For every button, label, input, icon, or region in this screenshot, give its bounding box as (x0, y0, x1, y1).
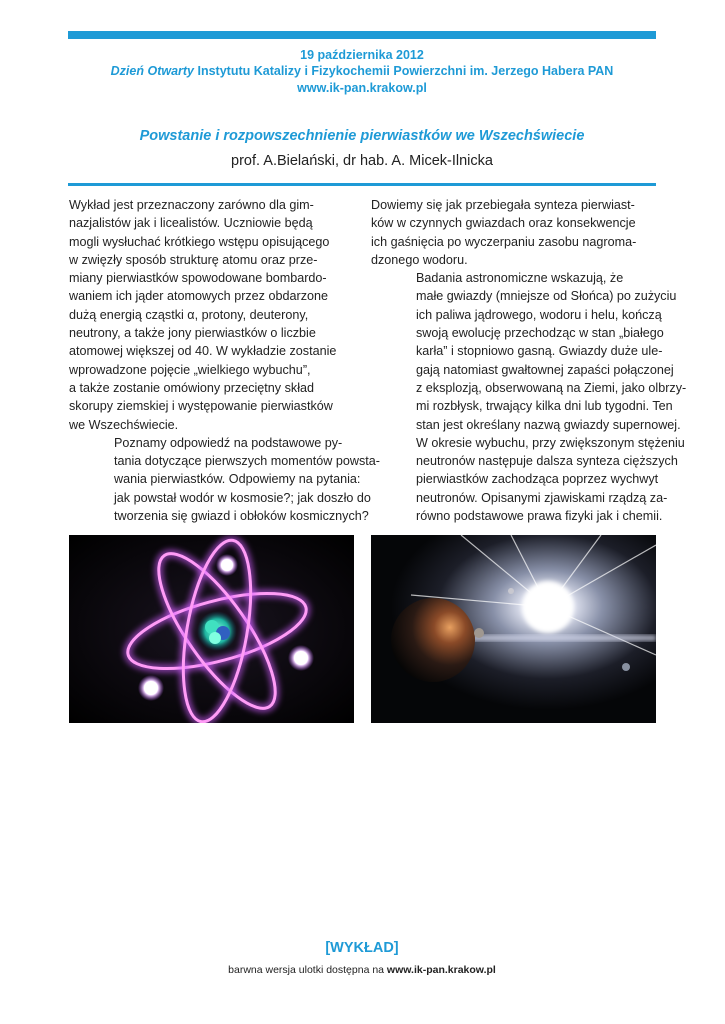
footer-website-link[interactable]: www.ik-pan.krakow.pl (386, 964, 496, 976)
text-line: Wykład jest przeznaczony zarówno dla gim- (69, 198, 314, 212)
event-name-rest: Instytutu Katalizy i Fizykochemii Powierzchni im. Jerzego Habera PAN (194, 64, 614, 78)
text-line: wprowadzone pojęcie „wielkiego wybuchu”, (69, 362, 311, 377)
text-line: nazjalistów jak i licealistów. Uczniowie będą (69, 216, 313, 231)
text-line: mogli wysłuchać krótkiego wstępu opisującego (69, 234, 330, 249)
text-line: ich gaśnięcia po wyczerpaniu zasobu nagroma- (371, 234, 637, 249)
text-line: równo podstawowe prawa fizyki jak i chemii. (416, 509, 663, 524)
header-website-link[interactable]: www.ik-pan.krakow.pl (297, 81, 427, 95)
top-accent-bar (68, 31, 656, 39)
footer-note (68, 964, 656, 976)
text-line: pierwiastków zachodząca poprzez wychwyt (416, 472, 659, 487)
text-line: miany pierwiastków spowodowane bombardo- (69, 271, 327, 286)
text-line: dzonego wodoru. (371, 252, 468, 267)
text-line: z eksplozją, obserwowaną na Ziemi, jako olbrzy- (416, 380, 687, 395)
lecture-tag: [WYKŁAD] (325, 940, 399, 956)
article-authors: prof. A.Bielański, dr hab. A. Micek-Ilnicka (231, 153, 493, 169)
text-line: gają natomiast gwałtownej zapaści połączonej (416, 362, 674, 377)
paragraph (371, 196, 661, 269)
glowing-atom-image (69, 535, 354, 723)
text-line: karła” i stopniowo gasną. Gwiazdy duże ule- (416, 344, 663, 359)
text-line: w zwięzły sposób strukturę atomu oraz prze- (69, 252, 318, 267)
text-line: neutronów następuje dalsza synteza cięższych (416, 454, 678, 469)
text-line: stan jest określany nazwą gwiazdy supernowej. (416, 417, 681, 432)
paragraph (69, 196, 359, 434)
text-line: Dowiemy się jak przebiegała synteza pierwiast- (371, 198, 635, 212)
text-line: we Wszechświecie. (69, 417, 179, 432)
text-line: waniem ich jąder atomowych przez obdarzone (69, 289, 329, 304)
left-text-column (69, 196, 380, 525)
text-line: mi rozbłysk, trwający kilka dni lub tygodni. Ten (416, 399, 673, 414)
text-line: skorupy ziemskiej i występowanie pierwiastków (69, 399, 333, 414)
text-line: neutronów. Opisanymi zjawiskami rządzą za- (416, 490, 668, 505)
section-divider (68, 183, 656, 186)
text-line: W okresie wybuchu, przy zwiększonym stężeniu (416, 435, 685, 450)
text-line: ich paliwa jądrowego, wodoru i helu, kończą (416, 307, 662, 322)
text-line: tania dotyczące pierwszych momentów powsta- (114, 454, 380, 469)
text-line: Poznamy odpowiedź na podstawowe py- (114, 435, 343, 450)
atom-illustration (69, 535, 354, 723)
text-line: swoją ewolucję przechodząc w stan „białego (416, 326, 664, 341)
right-text-column (371, 196, 687, 525)
text-line: atomowej większej od 40. W wykładzie zostanie (69, 344, 337, 359)
paragraph (69, 434, 380, 525)
paragraph (371, 269, 687, 525)
text-line: dużą energią cząstki α, protony, deuterony, (69, 307, 309, 322)
text-line: tworzenia się gwiazd i obłoków kosmicznych? (114, 509, 369, 524)
text-line: małe gwiazdy (mniejsze od Słońca) po zużyciu (416, 289, 677, 304)
supernova-illustration (371, 535, 656, 723)
text-line: ków w czynnych gwiazdach oraz konsekwencje (371, 216, 636, 231)
text-line: wania pierwiastków. Odpowiemy na pytania: (114, 472, 361, 487)
footer-note-text: barwna wersja ulotki dostępna na (228, 964, 387, 976)
event-date: 19 października 2012 (300, 48, 424, 62)
text-line: neutrony, a także jony pierwiastków o liczbie (69, 326, 316, 341)
article-title: Powstanie i rozpowszechnienie pierwiastków we Wszechświecie (139, 128, 585, 144)
text-line: Badania astronomiczne wskazują, że (416, 271, 624, 286)
event-name-italic: Dzień Otwarty (110, 64, 195, 78)
text-line: a także zostanie omówiony przeciętny skład (69, 380, 315, 395)
text-line: jak powstał wodór w kosmosie?; jak doszło do (114, 490, 371, 505)
supernova-planet-image (371, 535, 656, 723)
event-name (68, 63, 656, 79)
